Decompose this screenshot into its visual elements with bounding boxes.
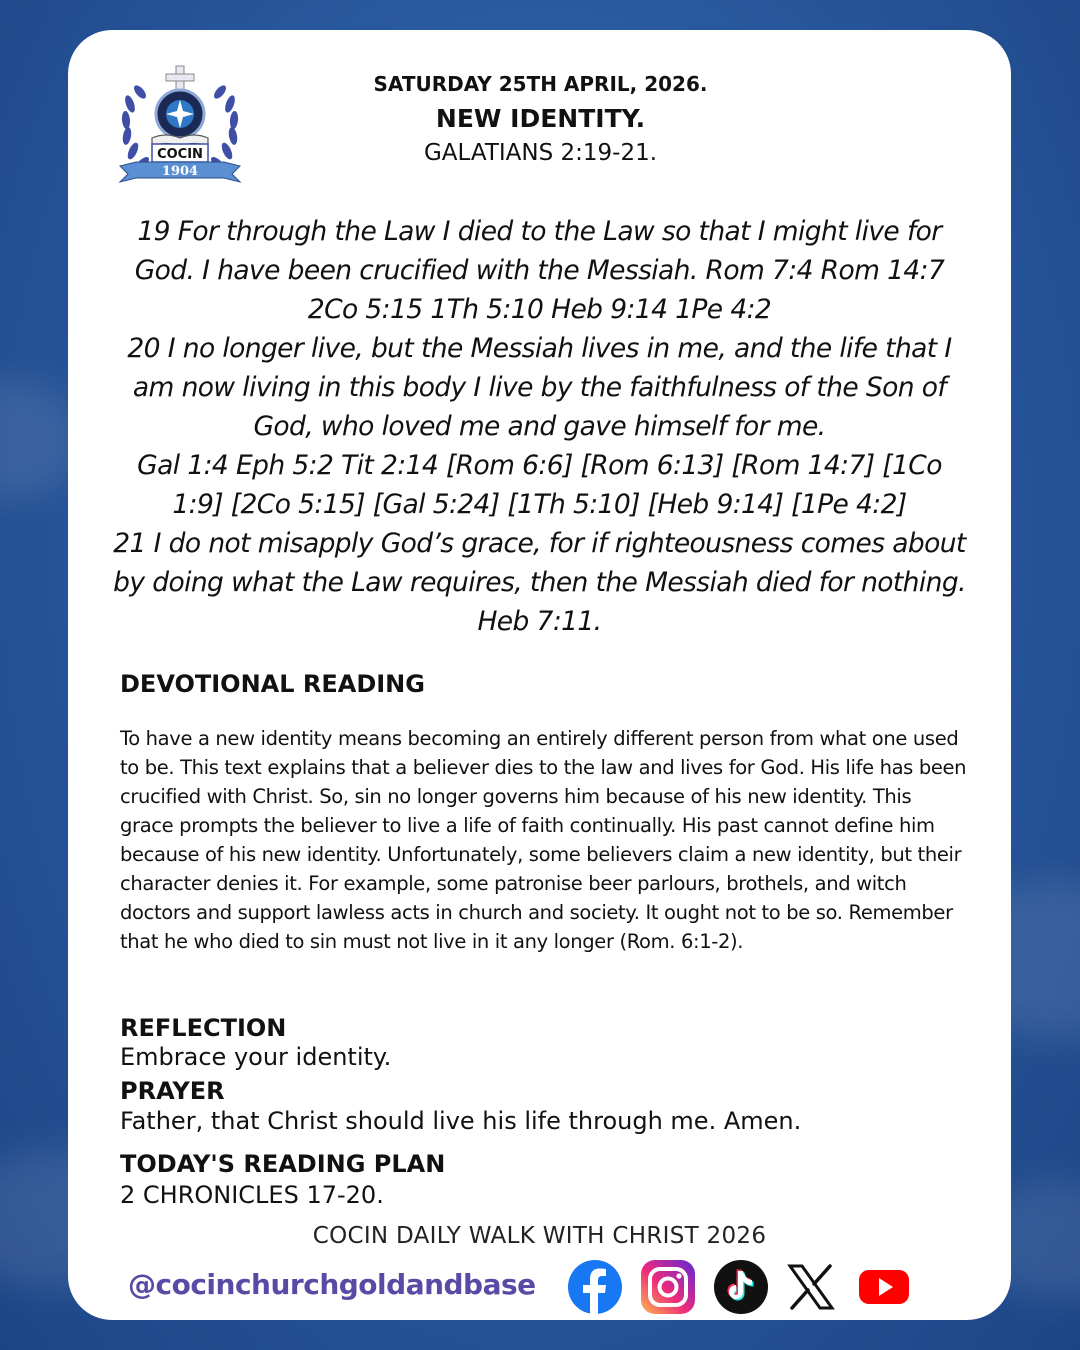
devotional-card (68, 30, 1011, 1320)
logo-name: COCIN (157, 147, 203, 162)
social-handle[interactable]: @cocinchurchgoldandbase (128, 1268, 536, 1301)
page-title: NEW IDENTITY. (435, 104, 646, 133)
verse-19: 19 For through the Law I died to the Law so that I might live for God. I have been crucified with the Messiah. Rom 7:4 Rom 14:7 2Co 5:15 1Th 5:10 Heb 9:14 1Pe 4:2 (134, 216, 945, 325)
reflection-text: Embrace your identity. (120, 1043, 392, 1071)
x-icon[interactable] (782, 1258, 840, 1316)
verse-21: 21 I do not misapply God’s grace, for if righteousness comes about by doing what the Law requires, then the Messiah died for nothing. Heb 7:11. (113, 528, 966, 637)
devotional-heading: DEVOTIONAL READING (120, 670, 425, 698)
reading-plan-text: 2 CHRONICLES 17-20. (120, 1181, 384, 1209)
verse-20: 20 I no longer live, but the Messiah lives in me, and the life that I am now living in this body I live by the faithfulness of the Son of God, who loved me and gave himself for me. (127, 333, 952, 442)
cocin-logo (116, 64, 244, 188)
instagram-icon[interactable] (639, 1258, 697, 1316)
date-heading: SATURDAY 25TH APRIL, 2026. (373, 72, 708, 96)
scripture-passage (108, 212, 971, 641)
scripture-reference: GALATIANS 2:19-21. (423, 140, 658, 166)
prayer-text: Father, that Christ should live his life through me. Amen. (120, 1107, 802, 1135)
youtube-icon[interactable] (855, 1258, 913, 1316)
prayer-heading: PRAYER (120, 1077, 225, 1105)
tiktok-icon[interactable] (712, 1258, 770, 1316)
logo-year: 1904 (161, 164, 199, 179)
publication-name: COCIN DAILY WALK WITH CHRIST 2026 (312, 1223, 767, 1249)
verse-20-cross-references: Gal 1:4 Eph 5:2 Tit 2:14 [Rom 6:6] [Rom 6:13] [Rom 14:7] [1Co 1:9] [2Co 5:15] [Gal 5:24] [1Th 5:10] [Heb 9:14] [1Pe 4:2] (137, 450, 942, 520)
facebook-icon[interactable] (566, 1258, 624, 1316)
reflection-heading: REFLECTION (120, 1014, 287, 1042)
reading-plan-heading: TODAY'S READING PLAN (120, 1150, 446, 1178)
devotional-text: To have a new identity means becoming an entirely different person from what one used to be. This text explains that a believer dies to the law and lives for God. His life has been crucified with Christ. So, sin no longer governs him because of his new identity. This grace prompts the believer to live a life of faith continually. His past cannot define him because of his new identity. Unfortunately, some believers claim a new identity, but their character denies it. For example, some patronise beer parlours, brothels, and witch doctors and support lawless acts in church and society. It ought not to be so. Remember that he who died to sin must not live in it any longer (Rom. 6:1-2). (120, 727, 967, 953)
